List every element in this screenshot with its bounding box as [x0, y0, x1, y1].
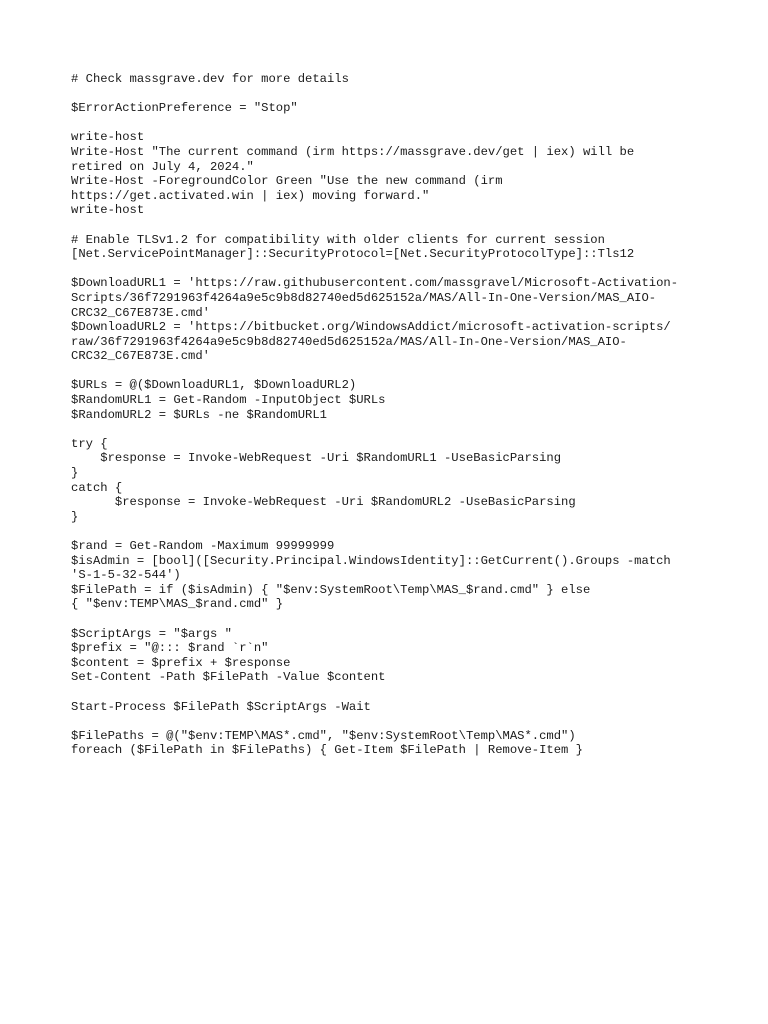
blank-line [71, 87, 711, 102]
blank-line [71, 714, 711, 729]
code-line: # Enable TLSv1.2 for compatibility with older clients for current session [71, 232, 605, 247]
code-line: Write-Host "The current command (irm https://massgrave.dev/get | iex) will be [71, 144, 635, 159]
code-line: catch { [71, 480, 123, 495]
code-line: $ScriptArgs = "$args " [71, 626, 232, 641]
code-line: $RandomURL2 = $URLs -ne $RandomURL1 [71, 407, 327, 422]
code-line: { "$env:TEMP\MAS_$rand.cmd" } [71, 597, 284, 612]
code-line: [Net.ServicePointManager]::SecurityProtocol=[Net.SecurityProtocolType]::Tls12 [71, 247, 635, 262]
blank-line [71, 612, 711, 627]
code-line: retired on July 4, 2024." [71, 159, 254, 174]
code-line: $ErrorActionPreference = "Stop" [71, 101, 298, 116]
code-line: CRC32_C67E873E.cmd' [71, 349, 210, 364]
blank-line [71, 218, 711, 233]
blank-line [71, 422, 711, 437]
code-line: $FilePaths = @("$env:TEMP\MAS*.cmd", "$env:SystemRoot\Temp\MAS*.cmd") [71, 728, 576, 743]
code-line: Scripts/36f7291963f4264a9e5c9b8d82740ed5d625152a/MAS/All-In-One-Version/MAS_AIO- [71, 290, 657, 305]
blank-line [71, 262, 711, 277]
code-line: foreach ($FilePath in $FilePaths) { Get-Item $FilePath | Remove-Item } [71, 743, 583, 758]
code-line: $rand = Get-Random -Maximum 99999999 [71, 539, 335, 553]
code-line: $URLs = @($DownloadURL1, $DownloadURL2) [71, 378, 357, 393]
code-line: } [71, 509, 79, 524]
blank-line [71, 524, 711, 539]
code-line: $DownloadURL2 = 'https://bitbucket.org/WindowsAddict/microsoft-activation-scripts/ [71, 320, 671, 335]
code-line: $isAdmin = [bool]([Security.Principal.WindowsIdentity]::GetCurrent().Groups -match [71, 553, 671, 568]
code-line: $DownloadURL1 = 'https://raw.githubusercontent.com/massgravel/Microsoft-Activation- [71, 276, 679, 291]
code-line: write-host [71, 203, 145, 218]
code-line: Write-Host -ForegroundColor Green "Use the new command (irm [71, 174, 503, 189]
code-line: 'S-1-5-32-544') [71, 568, 181, 583]
code-line: raw/36f7291963f4264a9e5c9b8d82740ed5d625152a/MAS/All-In-One-Version/MAS_AIO- [71, 334, 627, 349]
code-line: write-host [71, 130, 145, 145]
code-line: https://get.activated.win | iex) moving forward." [71, 188, 430, 203]
code-line: $FilePath = if ($isAdmin) { "$env:SystemRoot\Temp\MAS_$rand.cmd" } else [71, 582, 591, 597]
code-line: # Check massgrave.dev for more details [71, 72, 349, 86]
code-line: $response = Invoke-WebRequest -Uri $RandomURL1 -UseBasicParsing [71, 451, 562, 466]
code-line: Set-Content -Path $FilePath -Value $content [71, 670, 386, 685]
code-line: $content = $prefix + $response [71, 655, 291, 670]
blank-line [71, 685, 711, 700]
script-text [71, 72, 711, 758]
blank-line [71, 364, 711, 379]
code-line: } [71, 466, 79, 481]
code-line: try { [71, 436, 108, 451]
code-line: Start-Process $FilePath $ScriptArgs -Wait [71, 699, 371, 714]
code-line: $prefix = "@::: $rand `r`n" [71, 641, 269, 656]
code-line: $response = Invoke-WebRequest -Uri $RandomURL2 -UseBasicParsing [71, 495, 576, 510]
code-line: CRC32_C67E873E.cmd' [71, 305, 210, 320]
code-line: $RandomURL1 = Get-Random -InputObject $URLs [71, 393, 386, 408]
blank-line [71, 116, 711, 131]
